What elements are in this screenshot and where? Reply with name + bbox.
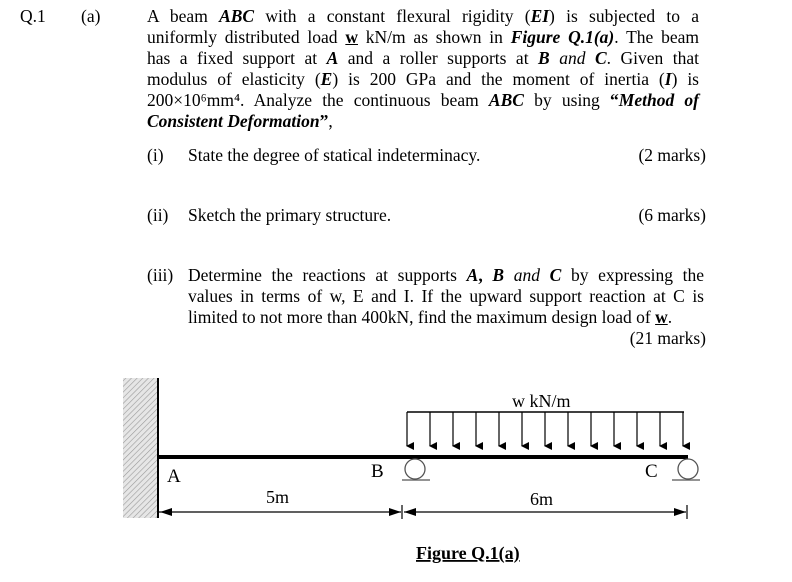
roller-support-c [672,459,700,480]
subpart-i-number: (i) [147,145,164,165]
figure-caption: Figure Q.1(a) [416,543,520,563]
statement-line: 200×10⁶mm⁴. Analyze the continuous beam ABC by using “Method of [147,90,699,110]
distributed-load [407,412,684,446]
question-part: (a) [81,6,101,26]
span-ab-label: 5m [266,487,290,507]
load-label: w kN/m [512,391,571,411]
label-b: B [371,461,384,482]
statement-line: Consistent Deformation”, [147,111,333,131]
subpart-iii-line: values in terms of w, E and I. If the upward support reaction at C is [188,286,704,306]
span-bc-label: 6m [530,489,554,509]
question-number: Q.1 [20,6,46,26]
subpart-iii-number: (iii) [147,265,174,285]
label-c: C [645,461,658,482]
statement-line: modulus of elasticity (E) is 200 GPa and the moment of inertia (I) is [147,69,699,89]
subpart-i-text: State the degree of statical indeterminacy. [188,145,481,165]
statement-line: A beam ABC with a constant flexural rigidity (EI) is subjected to a [147,6,700,26]
subpart-ii-number: (ii) [147,205,169,225]
subpart-iii-line: limited to not more than 400kN, find the maximum design load of w. [188,307,673,327]
subpart-i-marks: (2 marks) [638,145,706,165]
statement-line: has a fixed support at A and a roller supports at B and C. Given that [147,48,699,68]
roller-support-b [402,459,430,480]
subpart-ii-text: Sketch the primary structure. [188,205,392,225]
subpart-iii-line: Determine the reactions at supports A, B and C by expressing the [188,265,705,285]
label-a: A [167,466,181,487]
dimension-ab [158,505,402,519]
subpart-ii-marks: (6 marks) [638,205,706,225]
subpart-iii-marks: (21 marks) [629,328,706,348]
statement-line: uniformly distributed load w kN/m as shown in Figure Q.1(a). The beam [147,27,699,47]
fixed-support-a [123,378,158,518]
